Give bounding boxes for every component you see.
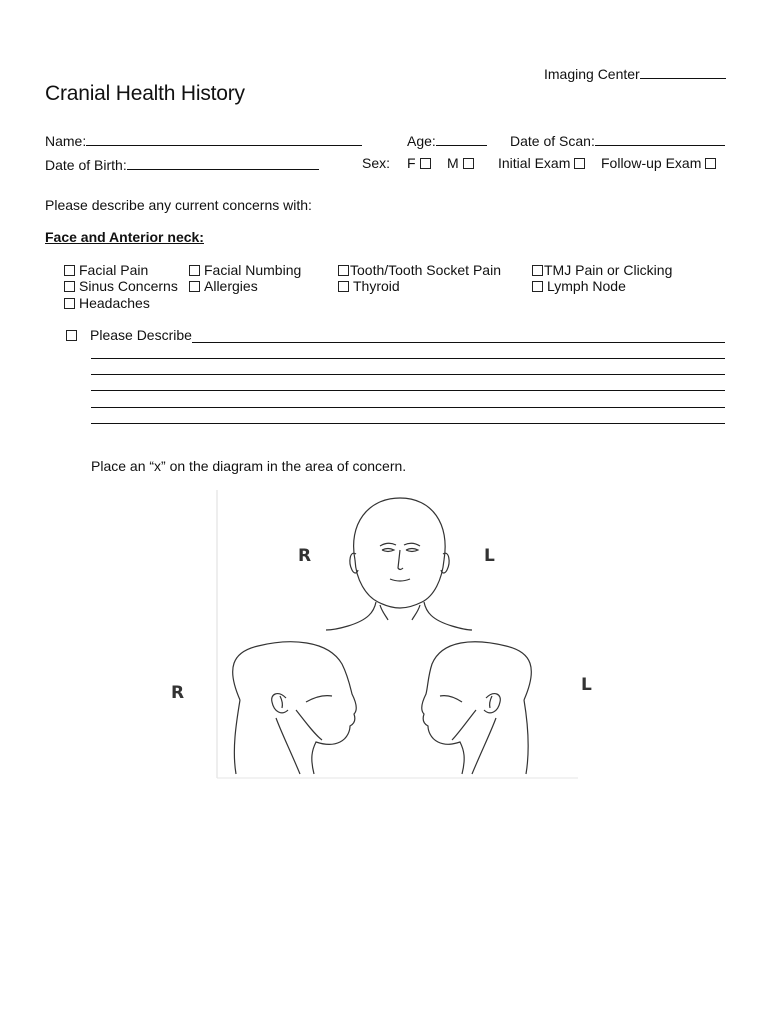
sex-f-option[interactable] xyxy=(407,155,431,171)
describe-line-5[interactable] xyxy=(91,407,725,408)
date-of-scan-field xyxy=(510,131,725,149)
concerns-intro: Please describe any current concerns with: xyxy=(45,197,312,213)
lymph-node-checkbox[interactable] xyxy=(532,281,543,292)
tooth-socket-pain-checkbox[interactable] xyxy=(338,265,349,276)
age-label: Age: xyxy=(407,133,436,149)
lymph-node-label: Lymph Node xyxy=(547,278,626,294)
name-input[interactable] xyxy=(86,131,362,146)
dob-label: Date of Birth: xyxy=(45,157,127,173)
thyroid-checkbox[interactable] xyxy=(338,281,349,292)
age-field xyxy=(407,131,487,149)
followup-exam-label: Follow-up Exam xyxy=(601,155,702,171)
side-label-left: L xyxy=(581,675,592,695)
option-tooth-socket-pain[interactable] xyxy=(338,262,501,278)
describe-line-3[interactable] xyxy=(91,374,725,375)
sex-m-option[interactable] xyxy=(447,155,474,171)
sinus-concerns-checkbox[interactable] xyxy=(64,281,75,292)
head-diagram[interactable] xyxy=(210,488,580,780)
headaches-checkbox[interactable] xyxy=(64,298,75,309)
sex-f-checkbox[interactable] xyxy=(420,158,431,169)
option-allergies[interactable] xyxy=(189,278,258,294)
sex-label: Sex: xyxy=(362,155,391,171)
facial-numbing-label: Facial Numbing xyxy=(204,262,302,278)
thyroid-label: Thyroid xyxy=(353,278,400,294)
tmj-checkbox[interactable] xyxy=(532,265,543,276)
initial-exam-label: Initial Exam xyxy=(498,155,571,171)
front-label-left: L xyxy=(484,546,495,566)
describe-line-6[interactable] xyxy=(91,423,725,424)
option-lymph-node[interactable] xyxy=(532,278,626,294)
tooth-socket-pain-label: Tooth/Tooth Socket Pain xyxy=(350,262,501,278)
section-title-face-neck: Face and Anterior neck: xyxy=(45,229,204,245)
initial-exam-option[interactable] xyxy=(498,155,585,171)
allergies-label: Allergies xyxy=(204,278,258,294)
option-facial-numbing[interactable] xyxy=(189,262,301,278)
sex-f-label: F xyxy=(407,155,416,171)
allergies-checkbox[interactable] xyxy=(189,281,200,292)
initial-exam-checkbox[interactable] xyxy=(574,158,585,169)
name-label: Name: xyxy=(45,133,87,149)
option-sinus-concerns[interactable] xyxy=(64,278,178,294)
diagram-instruction: Place an “x” on the diagram in the area of concern. xyxy=(91,458,407,474)
headaches-label: Headaches xyxy=(79,295,150,311)
followup-exam-option[interactable] xyxy=(601,155,716,171)
imaging-center-input[interactable] xyxy=(640,64,726,79)
name-field xyxy=(45,131,362,149)
please-describe-option[interactable] xyxy=(66,327,192,343)
please-describe-label: Please Describe xyxy=(90,327,192,343)
option-facial-pain[interactable] xyxy=(64,262,148,278)
option-headaches[interactable] xyxy=(64,295,150,311)
dob-input[interactable] xyxy=(127,155,319,170)
facial-pain-checkbox[interactable] xyxy=(64,265,75,276)
describe-line-1[interactable] xyxy=(192,342,725,343)
side-label-right: R xyxy=(171,683,185,703)
sex-m-label: M xyxy=(447,155,459,171)
option-thyroid[interactable] xyxy=(338,278,400,294)
sinus-concerns-label: Sinus Concerns xyxy=(79,278,178,294)
page-title: Cranial Health History xyxy=(45,82,245,105)
describe-line-4[interactable] xyxy=(91,390,725,391)
front-view-head xyxy=(326,498,472,630)
date-of-scan-input[interactable] xyxy=(595,131,725,146)
facial-pain-label: Facial Pain xyxy=(79,262,149,278)
front-label-right: R xyxy=(298,546,312,566)
right-profile-head xyxy=(233,642,357,774)
age-input[interactable] xyxy=(436,131,487,146)
sex-m-checkbox[interactable] xyxy=(463,158,474,169)
left-profile-head xyxy=(422,642,532,774)
tmj-label: TMJ Pain or Clicking xyxy=(544,262,673,278)
date-of-scan-label: Date of Scan: xyxy=(510,133,595,149)
facial-numbing-checkbox[interactable] xyxy=(189,265,200,276)
followup-exam-checkbox[interactable] xyxy=(705,158,716,169)
option-tmj[interactable] xyxy=(532,262,672,278)
describe-line-2[interactable] xyxy=(91,358,725,359)
imaging-center-label: Imaging Center xyxy=(544,66,640,82)
imaging-center-field xyxy=(544,64,726,82)
please-describe-checkbox[interactable] xyxy=(66,330,77,341)
dob-field xyxy=(45,155,319,173)
